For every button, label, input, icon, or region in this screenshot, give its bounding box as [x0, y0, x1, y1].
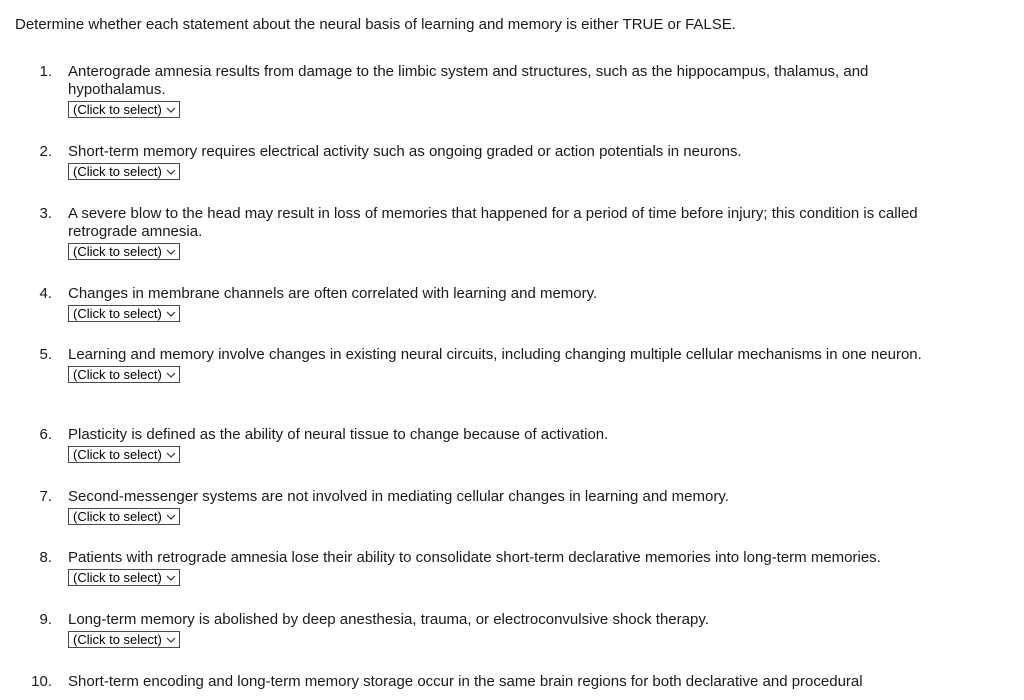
answer-dropdown[interactable]	[68, 631, 180, 648]
answer-dropdown[interactable]	[68, 305, 180, 322]
chevron-down-icon	[166, 635, 176, 645]
question-statement: Short-term encoding and long-term memory storage occur in the same brain regions for both declarative and procedural	[68, 673, 863, 690]
question-text	[68, 488, 958, 526]
chevron-down-icon	[166, 247, 176, 257]
dropdown-value: (Click to select)	[73, 244, 162, 259]
question-statement: Changes in membrane channels are often correlated with learning and memory.	[68, 285, 598, 302]
dropdown-value: (Click to select)	[73, 570, 162, 585]
chevron-down-icon	[166, 573, 176, 583]
answer-dropdown[interactable]	[68, 366, 180, 383]
dropdown-value: (Click to select)	[73, 164, 162, 179]
question-number: 1.	[39, 63, 52, 80]
question-number: 2.	[39, 143, 52, 160]
question-number: 7.	[39, 488, 52, 505]
answer-dropdown[interactable]	[68, 569, 180, 586]
answer-dropdown[interactable]	[68, 101, 180, 118]
dropdown-value: (Click to select)	[73, 367, 162, 382]
question-number: 5.	[39, 346, 52, 363]
question-text	[68, 346, 958, 384]
question-number: 4.	[39, 285, 52, 302]
question-text	[68, 285, 958, 323]
question-number: 10.	[31, 673, 52, 690]
question-statement: Short-term memory requires electrical activity such as ongoing graded or action potentials in neurons.	[68, 143, 742, 160]
question-text	[68, 611, 958, 649]
question-text	[68, 143, 958, 181]
dropdown-value: (Click to select)	[73, 306, 162, 321]
chevron-down-icon	[166, 167, 176, 177]
dropdown-value: (Click to select)	[73, 102, 162, 117]
question-statement: A severe blow to the head may result in loss of memories that happened for a period of time before injury; this condition is called retrograde amnesia.	[68, 205, 918, 240]
chevron-down-icon	[166, 450, 176, 460]
instructions: Determine whether each statement about the neural basis of learning and memory is either TRUE or FALSE.	[15, 16, 736, 33]
question-statement: Anterograde amnesia results from damage to the limbic system and structures, such as the hippocampus, thalamus, and hypothalamus.	[68, 63, 869, 98]
question-statement: Second-messenger systems are not involved in mediating cellular changes in learning and memory.	[68, 488, 729, 505]
question-statement: Long-term memory is abolished by deep anesthesia, trauma, or electroconvulsive shock therapy.	[68, 611, 709, 628]
question-number: 6.	[39, 426, 52, 443]
dropdown-value: (Click to select)	[73, 447, 162, 462]
question-text	[68, 63, 958, 119]
question-statement: Plasticity is defined as the ability of neural tissue to change because of activation.	[68, 426, 609, 443]
answer-dropdown[interactable]	[68, 508, 180, 525]
question-text	[68, 549, 958, 587]
question-statement: Learning and memory involve changes in existing neural circuits, including changing multiple cellular mechanisms in one neuron.	[68, 346, 922, 363]
dropdown-value: (Click to select)	[73, 632, 162, 647]
question-statement: Patients with retrograde amnesia lose their ability to consolidate short-term declarative memories into long-term memories.	[68, 549, 881, 566]
chevron-down-icon	[166, 512, 176, 522]
question-number: 9.	[39, 611, 52, 628]
chevron-down-icon	[166, 370, 176, 380]
chevron-down-icon	[166, 105, 176, 115]
question-text	[68, 205, 958, 261]
chevron-down-icon	[166, 309, 176, 319]
question-number: 3.	[39, 205, 52, 222]
dropdown-value: (Click to select)	[73, 509, 162, 524]
answer-dropdown[interactable]	[68, 446, 180, 463]
answer-dropdown[interactable]	[68, 243, 180, 260]
answer-dropdown[interactable]	[68, 163, 180, 180]
question-number: 8.	[39, 549, 52, 566]
question-text	[68, 673, 958, 691]
question-text	[68, 426, 958, 464]
